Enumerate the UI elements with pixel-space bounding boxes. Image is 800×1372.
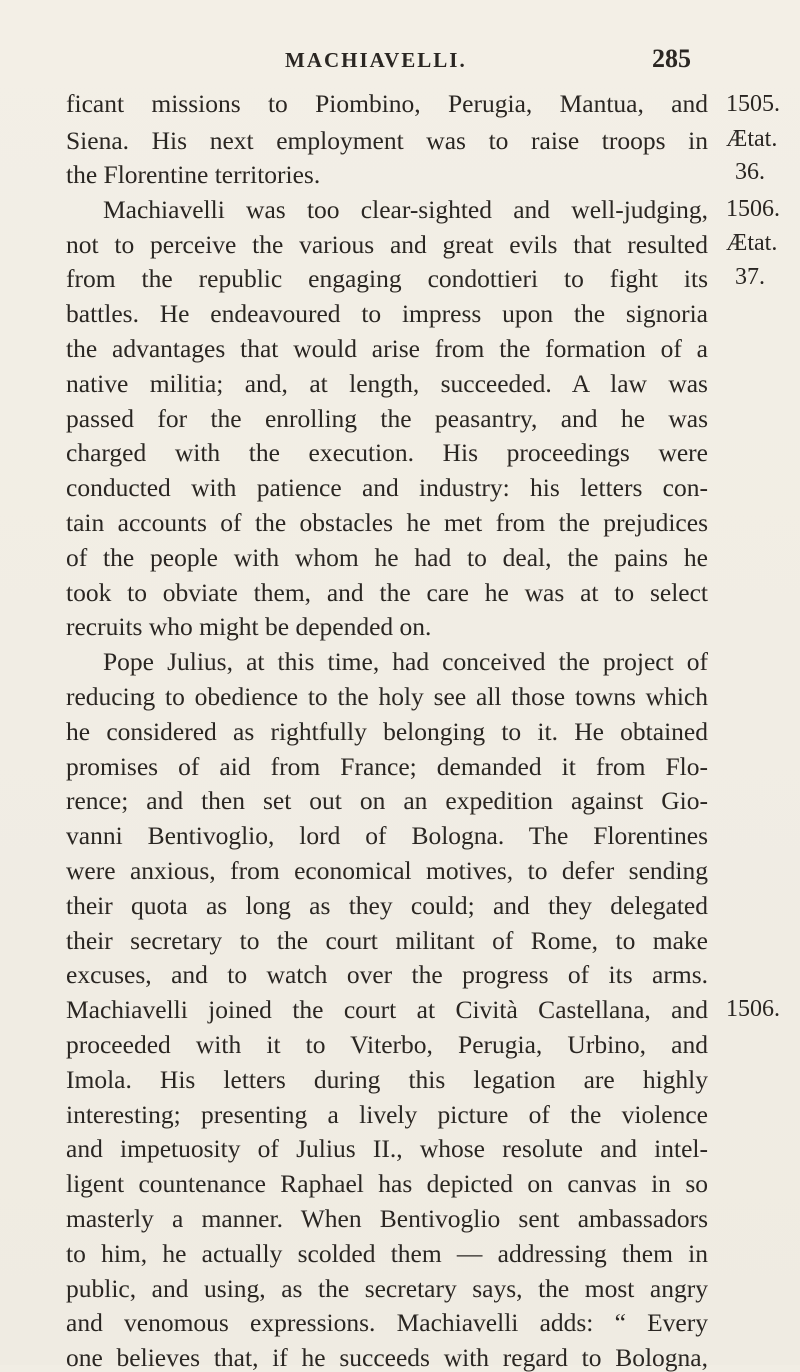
text-line: tain accounts of the obstacles he met from the prejudices: [66, 508, 708, 537]
text-line: promises of aid from France; demanded it from Flo-: [66, 752, 708, 781]
text-line: conducted with patience and industry: his letters con-: [66, 473, 708, 502]
text-line: battles. He endeavoured to impress upon the signoria: [66, 299, 708, 328]
margin-note-year: 1506.: [726, 996, 780, 1022]
text-line: Machiavelli was too clear-sighted and well-judging,: [103, 195, 708, 224]
margin-note-aetat: Ætat.: [726, 230, 778, 256]
text-line: passed for the enrolling the peasantry, and he was: [66, 404, 708, 433]
page-number: 285: [652, 44, 691, 73]
text-line: Pope Julius, at this time, had conceived the project of: [103, 647, 708, 676]
margin-note-year: 1505.: [726, 91, 780, 117]
text-line: took to obviate them, and the care he was at to select: [66, 578, 708, 607]
text-line: the Florentine territories.: [66, 160, 321, 189]
text-line: reducing to obedience to the holy see all those towns which: [66, 682, 708, 711]
text-line: excuses, and to watch over the progress of its arms.: [66, 960, 708, 989]
text-line: their secretary to the court militant of Rome, to make: [66, 926, 708, 955]
margin-note-age: 37.: [735, 264, 765, 290]
text-line: Machiavelli joined the court at Cività Castellana, and: [66, 995, 708, 1024]
text-line: of the people with whom he had to deal, the pains he: [66, 543, 708, 572]
text-line: ligent countenance Raphael has depicted on canvas in so: [66, 1169, 708, 1198]
text-line: ficant missions to Piombino, Perugia, Mantua, and: [66, 89, 708, 118]
text-line: charged with the execution. His proceedings were: [66, 438, 708, 467]
text-line: interesting; presenting a lively picture of the violence: [66, 1100, 708, 1129]
text-line: public, and using, as the secretary says, the most angry: [66, 1274, 708, 1303]
text-line: from the republic engaging condottieri to fight its: [66, 264, 708, 293]
text-line: one believes that, if he succeeds with regard to Bologna,: [66, 1343, 708, 1372]
text-line: he considered as rightfully belonging to it. He obtained: [66, 717, 708, 746]
text-line: and venomous expressions. Machiavelli adds: “ Every: [66, 1308, 708, 1337]
margin-note-year: 1506.: [726, 196, 780, 222]
text-line: masterly a manner. When Bentivoglio sent ambassadors: [66, 1204, 708, 1233]
text-line: and impetuosity of Julius II., whose resolute and intel-: [66, 1134, 708, 1163]
text-line: proceeded with it to Viterbo, Perugia, Urbino, and: [66, 1030, 708, 1059]
text-line: not to perceive the various and great evils that resulted: [66, 230, 708, 259]
margin-note-aetat: Ætat.: [726, 126, 778, 152]
text-line: rence; and then set out on an expedition against Gio-: [66, 786, 708, 815]
running-title: MACHIAVELLI.: [285, 48, 467, 72]
text-line: native militia; and, at length, succeeded. A law was: [66, 369, 708, 398]
text-line: Siena. His next employment was to raise troops in: [66, 126, 708, 155]
text-line: vanni Bentivoglio, lord of Bologna. The Florentines: [66, 821, 708, 850]
text-line: to him, he actually scolded them — addressing them in: [66, 1239, 708, 1268]
text-line: Imola. His letters during this legation are highly: [66, 1065, 708, 1094]
text-line: were anxious, from economical motives, to defer sending: [66, 856, 708, 885]
text-line: recruits who might be depended on.: [66, 612, 432, 641]
text-line: the advantages that would arise from the formation of a: [66, 334, 708, 363]
margin-note-age: 36.: [735, 159, 765, 185]
text-line: their quota as long as they could; and they delegated: [66, 891, 708, 920]
